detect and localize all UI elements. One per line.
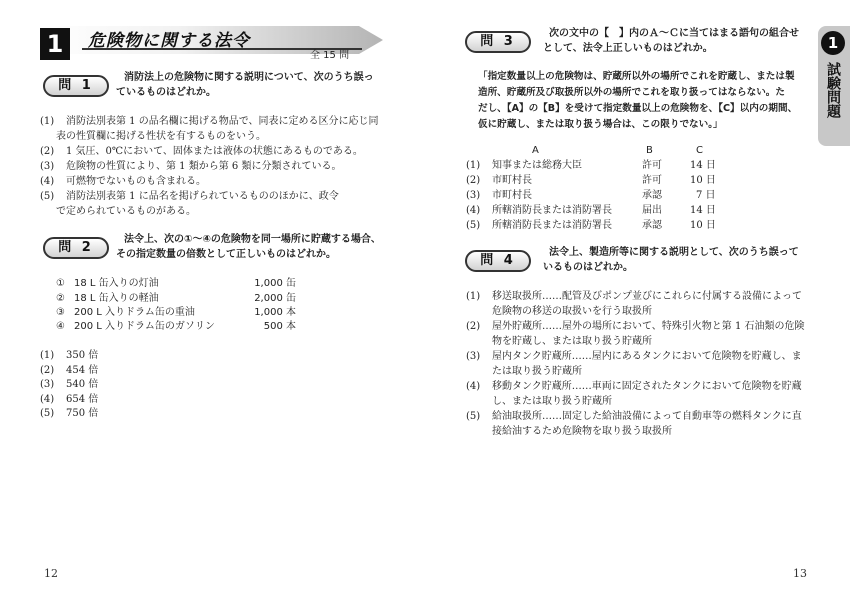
row-a: 所轄消防長または消防署長 xyxy=(492,205,612,216)
question-3-label: 問 3 xyxy=(465,31,531,53)
item-quantity: 1,000 本 xyxy=(254,307,296,318)
q4-option-1 xyxy=(466,289,816,319)
option-number: (2) xyxy=(40,146,55,157)
quote-line: だし、【A】の【B】を受けて指定数量以上の危険物を、【C】以内の期間、 xyxy=(478,103,798,114)
item-mark: ① xyxy=(56,278,65,289)
option-number: (2) xyxy=(40,365,55,376)
option-text: 接給油するため危険物を取り扱う取扱所 xyxy=(492,426,672,437)
option-number: (3) xyxy=(40,379,55,390)
total-questions: 全 15 問 xyxy=(310,50,350,61)
question-4-text-line1: 法令上、製造所等に関する説明として、次のうち誤って xyxy=(549,247,799,258)
option-text: 移送取扱所……配管及びポンプ並びにこれらに付属する設備によって xyxy=(492,291,802,302)
row-number: (4) xyxy=(466,205,481,216)
q1-option-1 xyxy=(40,114,395,144)
row-number: (1) xyxy=(466,160,481,171)
item-mark: ③ xyxy=(56,307,65,318)
option-text: 屋内タンク貯蔵所……屋内にあるタンクにおいて危険物を貯蔵し、ま xyxy=(492,351,802,362)
q3-row-4 xyxy=(466,203,756,218)
option-number: (4) xyxy=(40,176,55,187)
option-number: (1) xyxy=(466,291,481,302)
question-4-label: 問 4 xyxy=(465,250,531,272)
question-4-text xyxy=(543,245,813,275)
chapter-number-box: 1 xyxy=(40,28,70,60)
q2-option-1 xyxy=(40,348,160,363)
question-1-label: 問 1 xyxy=(43,75,109,97)
q2-option-4 xyxy=(40,392,160,407)
question-2-text xyxy=(116,232,399,262)
option-number: (1) xyxy=(40,350,55,361)
side-tab-number: 1 xyxy=(821,31,845,55)
q4-option-3 xyxy=(466,349,816,379)
q2-option-2 xyxy=(40,363,160,378)
question-3-text-line2: として、法令上正しいものはどれか。 xyxy=(543,43,713,54)
question-1-text xyxy=(116,70,394,100)
option-number: (1) xyxy=(40,116,55,127)
option-text: 454 倍 xyxy=(66,365,99,376)
option-text: 540 倍 xyxy=(66,379,99,390)
row-b: 承認 xyxy=(642,190,662,201)
item-name: 200 L 入りドラム缶の重油 xyxy=(74,307,195,318)
q4-option-5 xyxy=(466,409,816,439)
row-c: 10 日 xyxy=(690,175,716,186)
question-3-text-line1: 次の文中の【 】内のＡ～Ｃに当てはまる語句の組合せ xyxy=(549,28,799,39)
row-number: (3) xyxy=(466,190,481,201)
quote-line: 造所、貯蔵所及び取扱所以外の場所でこれを取り扱ってはならない。た xyxy=(478,87,785,98)
question-1-text-line1: 消防法上の危険物に関する説明について、次のうち誤っ xyxy=(124,72,374,83)
q3-row-3 xyxy=(466,188,756,203)
q1-option-5 xyxy=(40,189,395,219)
question-3-text xyxy=(543,26,813,56)
q4-option-4 xyxy=(466,379,816,409)
q1-option-2 xyxy=(40,144,395,159)
side-tab-label: 試験問題 xyxy=(825,62,841,118)
item-quantity: 2,000 缶 xyxy=(254,293,296,304)
option-text: 消防法別表第 1 に品名を掲げられているもののほかに、政令 xyxy=(66,191,339,202)
header-b: B xyxy=(646,145,653,156)
quote-line: 仮に貯蔵し、または取り扱う場合は、この限りでない。」 xyxy=(478,119,723,130)
option-text: 750 倍 xyxy=(66,408,99,419)
q3-row-1 xyxy=(466,158,756,173)
row-b: 許可 xyxy=(642,160,662,171)
row-c: 7 日 xyxy=(696,190,716,201)
q2-item-4 xyxy=(56,319,296,334)
item-quantity: 1,000 缶 xyxy=(254,278,296,289)
option-number: (3) xyxy=(40,161,55,172)
q4-option-2 xyxy=(466,319,816,349)
row-number: (5) xyxy=(466,220,481,231)
option-number: (5) xyxy=(40,191,55,202)
option-number: (4) xyxy=(466,381,481,392)
question-2-text-line2: その指定数量の倍数として正しいものはどれか。 xyxy=(116,249,336,260)
item-quantity: 500 本 xyxy=(263,321,296,332)
option-text: で定められているものがある。 xyxy=(56,206,196,217)
row-a: 知事または総務大臣 xyxy=(492,160,582,171)
row-c: 14 日 xyxy=(690,205,716,216)
option-text: 表の性質欄に掲げる性状を有するものをいう。 xyxy=(56,131,266,142)
row-c: 10 日 xyxy=(690,220,716,231)
option-text: 危険物の移送の取扱いを行う取扱所 xyxy=(492,306,652,317)
q3-table-header xyxy=(466,143,746,158)
option-number: (5) xyxy=(40,408,55,419)
quote-line: 「指定数量以上の危険物は、貯蔵所以外の場所でこれを貯蔵し、または製 xyxy=(478,71,795,82)
option-text: し、または取り扱う貯蔵所 xyxy=(492,396,612,407)
option-text: 消防法別表第 1 の品名欄に掲げる物品で、同表に定める区分に応じ同 xyxy=(66,116,379,127)
q2-item-2 xyxy=(56,291,296,306)
item-mark: ② xyxy=(56,293,65,304)
row-c: 14 日 xyxy=(690,160,716,171)
row-b: 許可 xyxy=(642,175,662,186)
option-text: 移動タンク貯蔵所……車両に固定されたタンクにおいて危険物を貯蔵 xyxy=(492,381,802,392)
option-number: (5) xyxy=(466,411,481,422)
option-number: (3) xyxy=(466,351,481,362)
header-c: C xyxy=(696,145,703,156)
chapter-title: 危険物に関する法令 xyxy=(88,31,250,51)
option-number: (4) xyxy=(40,394,55,405)
option-text: たは取り扱う貯蔵所 xyxy=(492,366,582,377)
q1-option-4 xyxy=(40,174,395,189)
q2-option-3 xyxy=(40,377,160,392)
item-name: 200 L 入りドラム缶のガソリン xyxy=(74,321,215,332)
q2-item-3 xyxy=(56,305,296,320)
row-b: 届出 xyxy=(642,205,662,216)
question-2-label: 問 2 xyxy=(43,237,109,259)
question-2-text-line1: 法令上、次の①～④の危険物を同一場所に貯蔵する場合、 xyxy=(124,234,381,245)
q3-row-5 xyxy=(466,218,756,233)
row-number: (2) xyxy=(466,175,481,186)
option-text: 350 倍 xyxy=(66,350,99,361)
question-4-text-line2: いるものはどれか。 xyxy=(543,262,633,273)
row-a: 市町村長 xyxy=(492,175,532,186)
q2-item-1 xyxy=(56,276,296,291)
item-mark: ④ xyxy=(56,321,65,332)
option-text: 屋外貯蔵所……屋外の場所において、特殊引火物と第 1 石油類の危険 xyxy=(492,321,805,332)
page-number-right: 13 xyxy=(793,567,807,580)
row-a: 所轄消防長または消防署長 xyxy=(492,220,612,231)
option-number: (2) xyxy=(466,321,481,332)
q3-row-2 xyxy=(466,173,756,188)
item-name: 18 L 缶入りの軽油 xyxy=(74,293,159,304)
row-a: 市町村長 xyxy=(492,190,532,201)
item-name: 18 L 缶入りの灯油 xyxy=(74,278,159,289)
question-1-text-line2: ているものはどれか。 xyxy=(116,87,216,98)
option-text: 654 倍 xyxy=(66,394,99,405)
page-number-left: 12 xyxy=(44,567,58,580)
option-text: 物を貯蔵し、または取り扱う貯蔵所 xyxy=(492,336,652,347)
q3-quote-block xyxy=(478,69,814,133)
q2-option-5 xyxy=(40,406,160,421)
q1-option-3 xyxy=(40,159,395,174)
option-text: 危険物の性質により、第 1 類から第 6 類に分類されている。 xyxy=(66,161,342,172)
header-a: A xyxy=(532,145,539,156)
row-b: 承認 xyxy=(642,220,662,231)
option-text: 給油取扱所……固定した給油設備によって自動車等の燃料タンクに直 xyxy=(492,411,802,422)
option-text: 可燃物でないものも含まれる。 xyxy=(66,176,206,187)
option-text: 1 気圧、0℃において、固体または液体の状態にあるものである。 xyxy=(66,146,363,157)
